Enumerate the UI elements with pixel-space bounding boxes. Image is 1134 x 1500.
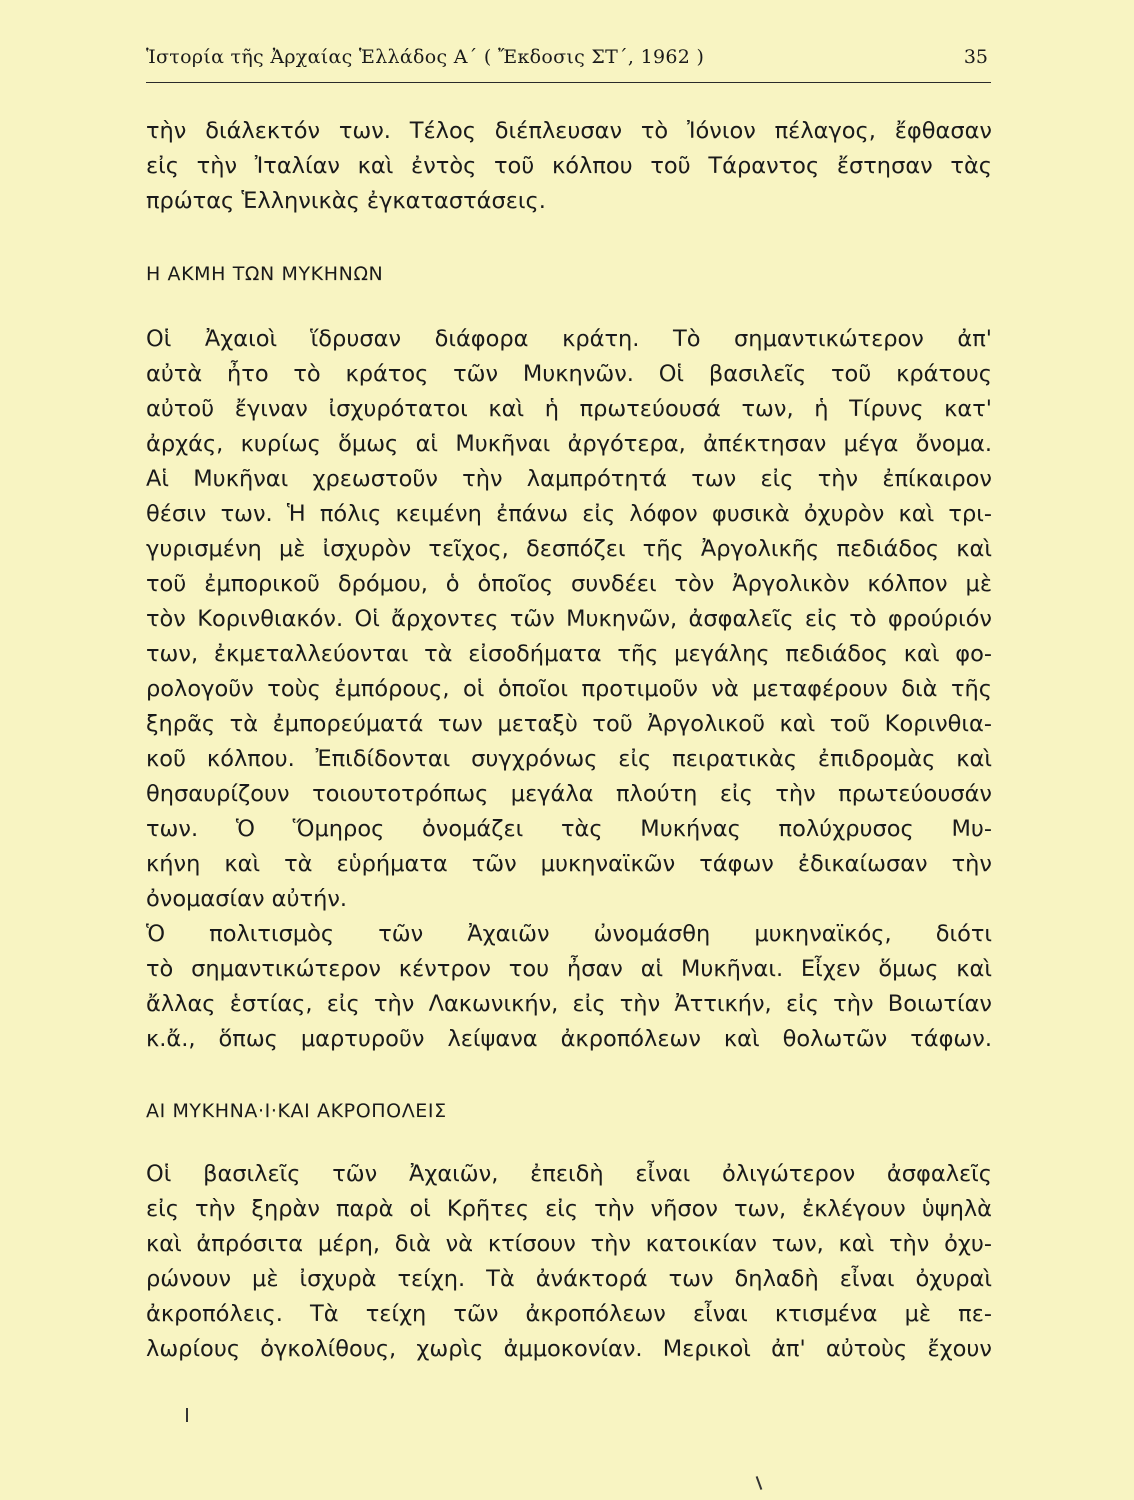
text-line: Αἱ Μυκῆναι χρεωστοῦν τὴν λαμπρότητά των εἰς τὴν ἐπίκαιρον — [146, 466, 992, 492]
text-line: Οἱ βασιλεῖς τῶν Ἀχαιῶν, ἐπειδὴ εἶναι ὀλιγώτερον ἀσφαλεῖς — [146, 1161, 992, 1187]
text-line: ρώνουν μὲ ἰσχυρὰ τείχη. Τὰ ἀνάκτορά των δηλαδὴ εἶναι ὀχυραὶ — [146, 1266, 992, 1292]
scan-speck — [186, 1408, 188, 1422]
text-line: αὐτὰ ἦτο τὸ κράτος τῶν Μυκηνῶν. Οἱ βασιλεῖς τοῦ κράτους — [146, 361, 992, 387]
text-line: θησαυρίζουν τοιουτοτρόπως μεγάλα πλούτη εἰς τὴν πρωτεύουσάν — [146, 781, 992, 807]
text-line: ἀκροπόλεις. Τὰ τείχη τῶν ἀκροπόλεων εἶναι κτισμένα μὲ πε- — [146, 1301, 992, 1327]
text-line: λωρίους ὀγκολίθους, χωρὶς ἀμμοκονίαν. Μερικοὶ ἀπ' αὐτοὺς ἔχουν — [146, 1336, 992, 1362]
text-line: γυρισμένη μὲ ἰσχυρὸν τεῖχος, δεσπόζει τῆς Ἀργολικῆς πεδιάδος καὶ — [146, 536, 992, 562]
text-line: θέσιν των. Ἡ πόλις κειμένη ἐπάνω εἰς λόφον φυσικὰ ὀχυρὸν καὶ τρι- — [146, 501, 992, 527]
text-line: κοῦ κόλπου. Ἐπιδίδονται συγχρόνως εἰς πειρατικὰς ἐπιδρομὰς καὶ — [146, 746, 992, 772]
text-line: κήνη καὶ τὰ εὑρήματα τῶν μυκηναϊκῶν τάφων ἐδικαίωσαν τὴν — [146, 851, 992, 877]
scan-speck — [756, 1476, 763, 1490]
text-line: των, ἐκμεταλλεύονται τὰ εἰσοδήματα τῆς μεγάλης πεδιάδος καὶ φο- — [146, 641, 992, 667]
section-heading-akme: Η ΑΚΜΗ ΤΩΝ ΜΥΚΗΝΩΝ — [146, 263, 384, 285]
text-line: εἰς τὴν Ἰταλίαν καὶ ἐντὸς τοῦ κόλπου τοῦ Τάραντος ἔστησαν τὰς — [146, 153, 992, 179]
text-line: τὸν Κορινθιακόν. Οἱ ἄρχοντες τῶν Μυκηνῶν, ἀσφαλεῖς εἰς τὸ φρούριόν — [146, 606, 992, 632]
text-line: ἀρχάς, κυρίως ὅμως αἱ Μυκῆναι ἀργότερα, ἀπέκτησαν μέγα ὄνομα. — [146, 431, 992, 457]
text-line: πρώτας Ἑλληνικὰς ἐγκαταστάσεις. — [146, 188, 546, 214]
text-line: ἄλλας ἑστίας, εἰς τὴν Λακωνικήν, εἰς τὴν Ἀττικήν, εἰς τὴν Βοιωτίαν — [146, 991, 992, 1017]
text-line: Οἱ Ἀχαιοὶ ἵδρυσαν διάφορα κράτη. Τὸ σημαντικώτερον ἀπ' — [146, 326, 992, 352]
text-line: καὶ ἀπρόσιτα μέρη, διὰ νὰ κτίσουν τὴν κατοικίαν των, καὶ τὴν ὀχυ- — [146, 1231, 992, 1257]
running-head — [146, 46, 988, 78]
text-line: αὐτοῦ ἔγιναν ἰσχυρότατοι καὶ ἡ πρωτεύουσά των, ἡ Τίρυνς κατ' — [146, 396, 992, 422]
text-line: Ὁ πολιτισμὸς τῶν Ἀχαιῶν ὠνομάσθη μυκηναϊκός, διότι — [146, 921, 992, 947]
text-line: ξηρᾶς τὰ ἐμπορεύματά των μεταξὺ τοῦ Ἀργολικοῦ καὶ τοῦ Κορινθια- — [146, 711, 992, 737]
text-line: τὸ σημαντικώτερον κέντρον του ἦσαν αἱ Μυκῆναι. Εἶχεν ὅμως καὶ — [146, 956, 992, 982]
text-line: ὀνομασίαν αὐτήν. — [146, 886, 348, 912]
running-title: Ἱστορία τῆς Ἀρχαίας Ἑλλάδος Α΄ ( Ἔκδοσις ΣΤ΄, 1962 ) — [146, 46, 705, 68]
text-line: εἰς τὴν ξηρὰν παρὰ οἱ Κρῆτες εἰς τὴν νῆσον των, ἐκλέγουν ὑψηλὰ — [146, 1196, 992, 1222]
text-line: ρολογοῦν τοὺς ἐμπόρους, οἱ ὁποῖοι προτιμοῦν νὰ μεταφέρουν διὰ τῆς — [146, 676, 992, 702]
text-line: τοῦ ἐμπορικοῦ δρόμου, ὁ ὁποῖος συνδέει τὸν Ἀργολικὸν κόλπον μὲ — [146, 571, 992, 597]
header-rule — [146, 82, 991, 83]
section-heading-akropoleis: ΑΙ ΜΥΚΗΝΑ·Ι·ΚΑΙ ΑΚΡΟΠΟΛΕΙΣ — [146, 1100, 447, 1122]
text-line: τὴν διάλεκτόν των. Τέλος διέπλευσαν τὸ Ἰόνιον πέλαγος, ἔφθασαν — [146, 118, 992, 144]
text-line: κ.ἄ., ὅπως μαρτυροῦν λείψανα ἀκροπόλεων καὶ θολωτῶν τάφων. — [146, 1026, 992, 1052]
page-number: 35 — [963, 46, 988, 68]
text-line: των. Ὁ Ὅμηρος ὀνομάζει τὰς Μυκήνας πολύχρυσος Μυ- — [146, 816, 992, 842]
